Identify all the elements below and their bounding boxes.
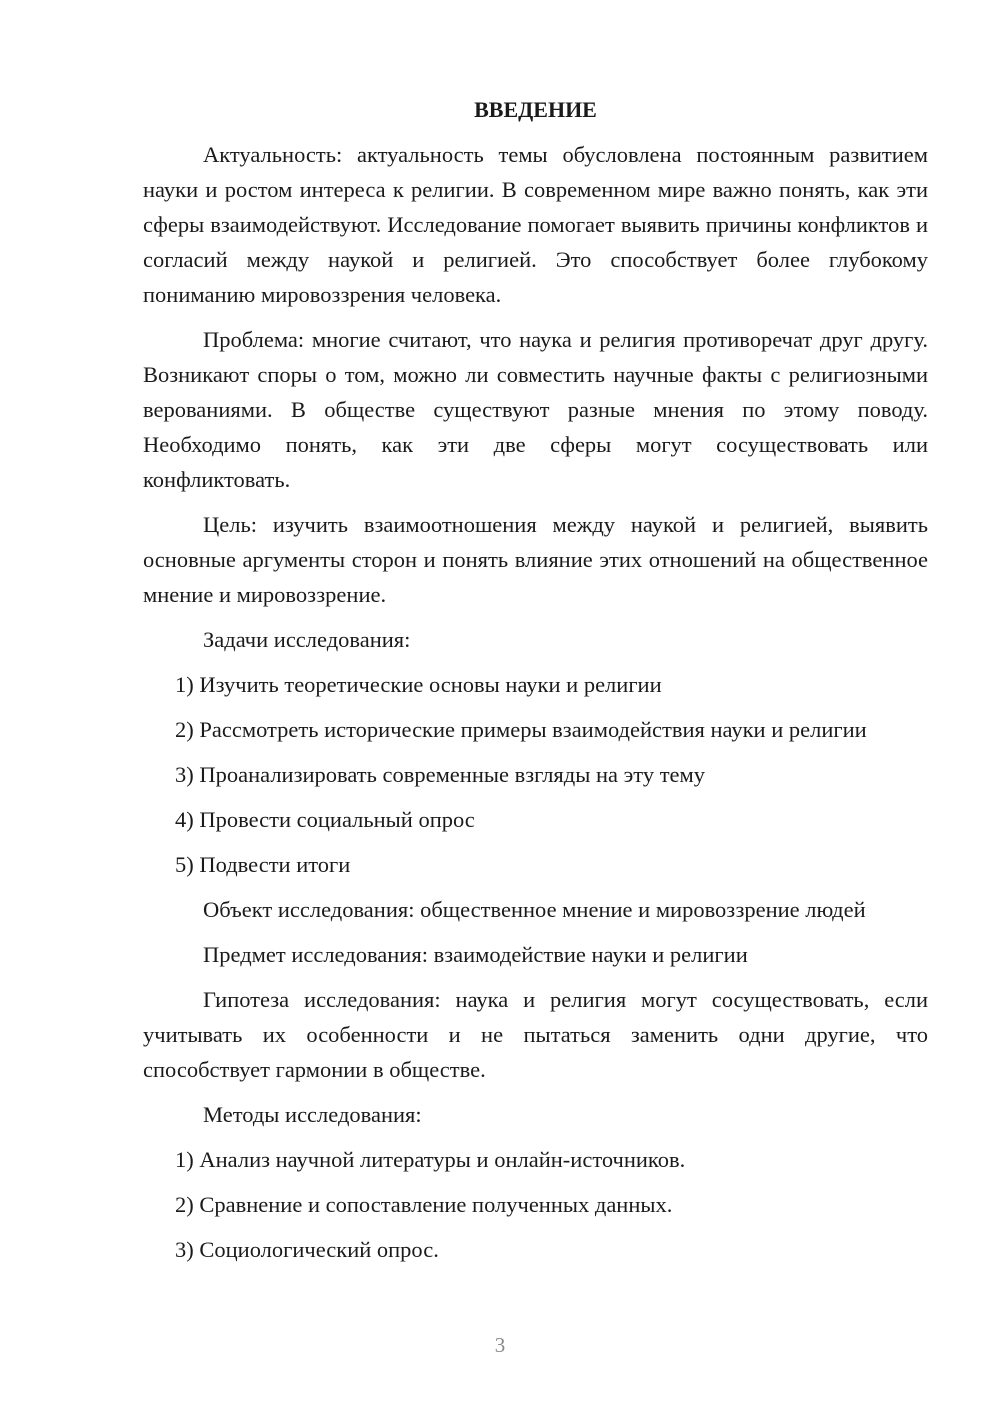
document-page bbox=[143, 92, 928, 1277]
paragraph-hypothesis: Гипотеза исследования: наука и религия могут сосуществовать, если учитывать их особенности и не пытаться заменить одни другие, что способствует гармонии в обществе. bbox=[143, 987, 928, 1082]
tasks-heading: Задачи исследования: bbox=[203, 627, 411, 652]
paragraph-problem: Проблема: многие считают, что наука и религия противоречат друг другу. Возникают споры о том, можно ли совместить научные факты с религиозными верованиями. В обществе существуют разные мнения по этому поводу. Необходимо понять, как эти две сферы могут сосуществовать или конфликтовать. bbox=[143, 327, 928, 492]
method-item-2: 2) Сравнение и сопоставление полученных данных. bbox=[175, 1192, 673, 1217]
paragraph-goal: Цель: изучить взаимоотношения между наукой и религией, выявить основные аргументы сторон и понять влияние этих отношений на общественное мнение и мировоззрение. bbox=[143, 512, 928, 607]
task-item-5: 5) Подвести итоги bbox=[175, 852, 351, 877]
method-item-1: 1) Анализ научной литературы и онлайн-источников. bbox=[175, 1147, 686, 1172]
task-item-2: 2) Рассмотреть исторические примеры взаимодействия науки и религии bbox=[175, 717, 867, 742]
task-item-1: 1) Изучить теоретические основы науки и религии bbox=[175, 672, 662, 697]
methods-heading: Методы исследования: bbox=[203, 1102, 422, 1127]
task-item-4: 4) Провести социальный опрос bbox=[175, 807, 475, 832]
task-item-3: 3) Проанализировать современные взгляды на эту тему bbox=[175, 762, 706, 787]
paragraph-subject: Предмет исследования: взаимодействие науки и религии bbox=[203, 942, 748, 967]
method-item-3: 3) Социологический опрос. bbox=[175, 1237, 439, 1262]
paragraph-object: Объект исследования: общественное мнение и мировоззрение людей bbox=[203, 897, 866, 922]
paragraph-relevance: Актуальность: актуальность темы обусловлена постоянным развитием науки и ростом интереса к религии. В современном мире важно понять, как эти сферы взаимодействуют. Исследование помогает выявить причины конфликтов и согласий между наукой и религией. Это способствует более глубокому пониманию мировоззрения человека. bbox=[143, 142, 928, 307]
section-title: ВВЕДЕНИЕ bbox=[474, 97, 597, 122]
page-number: 3 bbox=[494, 1333, 506, 1357]
